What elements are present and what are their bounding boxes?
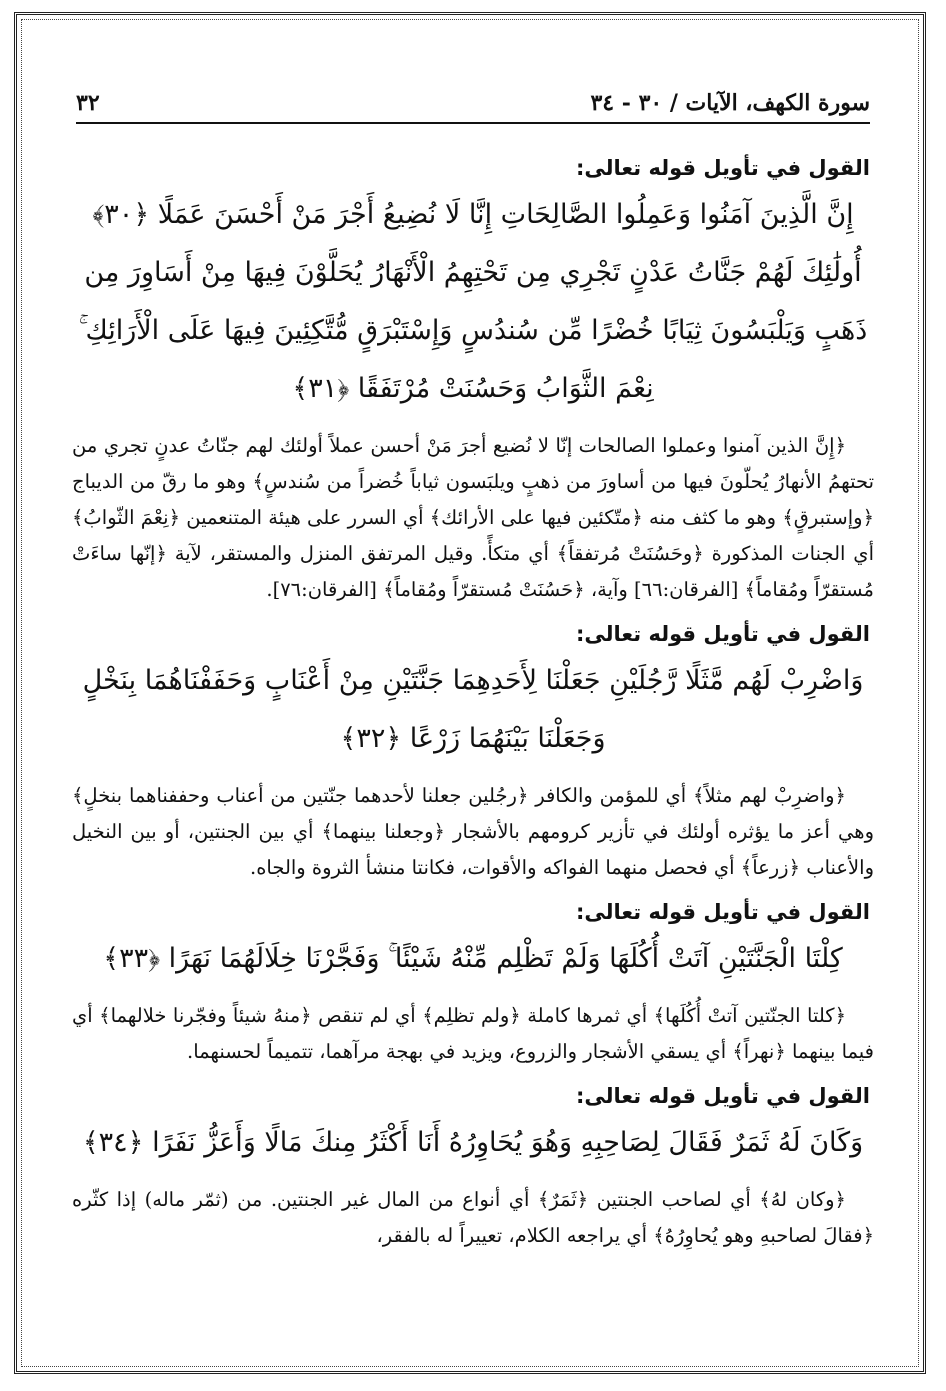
section-1 <box>72 156 874 608</box>
section-4 <box>72 1084 874 1254</box>
page-content <box>72 150 874 1349</box>
section-3 <box>72 900 874 1070</box>
section-title: القول في تأويل قوله تعالى: <box>576 1084 870 1108</box>
tafsir-paragraph: ﴿إِنَّ الذين آمنوا وعملوا الصالحات إنّا لا نُضيع أجرَ مَنْ أحسن عملاً أولئك لهم جنّاتُ عدنٍ تجري من تحتهمُ الأنهارُ يُحلّونَ فيها من أساورَ من ذهبٍ ويلبَسون ثياباً خُضراً من سُندسٍ﴾ وهو ما رقّ من الديباج ﴿وإستبرقٍ﴾ وهو ما كثف منه ﴿متّكئين فيها على الأرائك﴾ أي السرر على هيئة المتنعمين ﴿نِعْمَ الثّوابُ﴾ أي الجنات المذكورة ﴿وحَسُنَتْ مُرتفقاً﴾ أي متكأً. وقيل المرتفق المنزل والمستقر، لآية ﴿إنّها ساءَتْ مُستقرّاً ومُقاماً﴾ [الفرقان:٦٦] وآية، ﴿حَسُنَتْ مُستقرّاً ومُقاماً﴾ [الفرقان:٧٦]. <box>72 434 874 601</box>
section-2 <box>72 622 874 886</box>
section-title: القول في تأويل قوله تعالى: <box>576 156 870 180</box>
quran-verse: كِلْتَا الْجَنَّتَيْنِ آتَتْ أُكُلَهَا وَلَمْ تَظْلِم مِّنْهُ شَيْئًا ۚ وَفَجَّرْنَا خِلَالَهُمَا نَهَرًا ﴿٣٣﴾ <box>103 943 843 974</box>
tafsir-paragraph: ﴿وكان لهُ﴾ أي لصاحب الجنتين ﴿ثَمَرٌ﴾ أي أنواع من المال غير الجنتين. من (ثمّر ماله) إذا كثّره ﴿فقالَ لصاحبهِ وهو يُحاوِرُهُ﴾ أي يراجعه الكلام، تعييراً له بالفقر، <box>72 1188 874 1247</box>
page-header <box>76 84 870 124</box>
running-title: سورة الكهف، الآيات / ٣٠ - ٣٤ <box>590 90 870 116</box>
section-title: القول في تأويل قوله تعالى: <box>576 900 870 924</box>
quran-verse: وَكَانَ لَهُ ثَمَرٌ فَقَالَ لِصَاحِبِهِ وَهُوَ يُحَاوِرُهُ أَنَا أَكْثَرُ مِنكَ مَالًا وَأَعَزُّ نَفَرًا ﴿٣٤﴾ <box>82 1127 864 1158</box>
quran-verse: إِنَّ الَّذِينَ آمَنُوا وَعَمِلُوا الصَّالِحَاتِ إِنَّا لَا نُضِيعُ أَجْرَ مَنْ أَحْسَنَ عَمَلًا ﴿٣٠﴾ أُولَٰئِكَ لَهُمْ جَنَّاتُ عَدْنٍ تَجْرِي مِن تَحْتِهِمُ الْأَنْهَارُ يُحَلَّوْنَ فِيهَا مِنْ أَسَاوِرَ مِن ذَهَبٍ وَيَلْبَسُونَ ثِيَابًا خُضْرًا مِّن سُندُسٍ وَإِسْتَبْرَقٍ مُّتَّكِئِينَ فِيهَا عَلَى الْأَرَائِكِ ۚ نِعْمَ الثَّوَابُ وَحَسُنَتْ مُرْتَفَقًا ﴿٣١﴾ <box>78 199 868 404</box>
page-number: ٣٢ <box>76 90 100 116</box>
quran-verse: وَاضْرِبْ لَهُم مَّثَلًا رَّجُلَيْنِ جَعَلْنَا لِأَحَدِهِمَا جَنَّتَيْنِ مِنْ أَعْنَابٍ وَحَفَفْنَاهُمَا بِنَخْلٍ وَجَعَلْنَا بَيْنَهُمَا زَرْعًا ﴿٣٢﴾ <box>82 665 864 754</box>
tafsir-paragraph: ﴿كلتا الجنّتين آتتْ أُكُلَها﴾ أي ثمرها كاملة ﴿ولم تظلِم﴾ أي لم تنقص ﴿منهُ شيئاً وفجّرنا خلالهما﴾ أي فيما بينهما ﴿نهراً﴾ أي يسقي الأشجار والزروع، ويزيد في بهجة مرآهما، تتميماً لحسنهما. <box>72 1004 874 1063</box>
section-title: القول في تأويل قوله تعالى: <box>576 622 870 646</box>
tafsir-paragraph: ﴿واضرِبْ لهم مثلاً﴾ أي للمؤمن والكافر ﴿رجُلين جعلنا لأحدهما جنّتين من أعناب وحففناهما بنخلٍ﴾ وهي أعز ما يؤثره أولئك في تأزير كرومهم بالأشجار ﴿وجعلنا بينهما﴾ أي بين الجنتين، أو بين النخيل والأعناب ﴿زرعاً﴾ أي فحصل منهما الفواكه والأقوات، فكانتا منشأ الثروة والجاه. <box>72 784 874 879</box>
